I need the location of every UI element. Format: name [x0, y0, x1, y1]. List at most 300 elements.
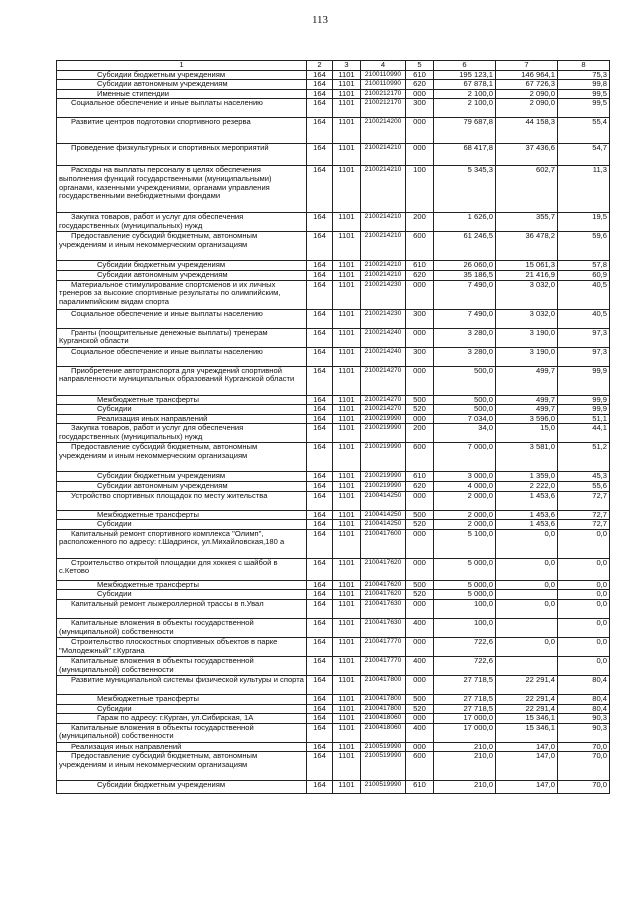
actual-amount-cell: 15 061,3 [496, 261, 558, 271]
actual-amount-cell [496, 590, 558, 600]
expense-type-cell: 520 [406, 704, 434, 714]
target-article-cell: 2100417630 [361, 599, 406, 618]
expense-type-cell: 000 [406, 89, 434, 99]
row-name-cell: Расходы на выплаты персоналу в целях обеспечения выполнения функций государственными (муниципальными) органами, казенными учреждениями, органами управления государственными внебюджетными фондами [57, 166, 307, 213]
expense-type-cell: 000 [406, 366, 434, 395]
execution-percent-cell: 72,7 [558, 510, 610, 520]
actual-amount-cell: 1 453,6 [496, 520, 558, 530]
row-name-cell: Субсидии [57, 704, 307, 714]
actual-amount-cell: 0,0 [496, 637, 558, 656]
section-code-cell: 1101 [333, 424, 361, 443]
row-name-cell: Социальное обеспечение и иные выплаты населению [57, 347, 307, 366]
section-code-cell: 1101 [333, 347, 361, 366]
target-article-cell: 2100214270 [361, 405, 406, 415]
section-code-cell: 1101 [333, 618, 361, 637]
target-article-cell: 2100214270 [361, 395, 406, 405]
target-article-cell: 2100219990 [361, 443, 406, 472]
chapter-code-cell: 164 [307, 694, 333, 704]
expense-type-cell: 500 [406, 510, 434, 520]
table-row [57, 309, 610, 328]
row-name-cell: Межбюджетные трансферты [57, 580, 307, 590]
execution-percent-cell: 99,9 [558, 395, 610, 405]
target-article-cell: 2100417620 [361, 580, 406, 590]
table-row [57, 580, 610, 590]
execution-percent-cell: 0,0 [558, 580, 610, 590]
table-row [57, 213, 610, 232]
chapter-code-cell: 164 [307, 529, 333, 558]
plan-amount-cell: 722,6 [434, 656, 496, 675]
plan-amount-cell: 1 626,0 [434, 213, 496, 232]
plan-amount-cell: 27 718,5 [434, 675, 496, 694]
row-name-cell: Капитальные вложения в объекты государственной (муниципальной) собственности [57, 723, 307, 742]
section-code-cell: 1101 [333, 443, 361, 472]
plan-amount-cell: 67 878,1 [434, 80, 496, 90]
expense-type-cell: 400 [406, 656, 434, 675]
section-code-cell: 1101 [333, 99, 361, 118]
section-code-cell: 1101 [333, 781, 361, 794]
plan-amount-cell: 5 000,0 [434, 558, 496, 580]
actual-amount-cell: 499,7 [496, 395, 558, 405]
target-article-cell: 2100414250 [361, 510, 406, 520]
chapter-code-cell: 164 [307, 637, 333, 656]
section-code-cell: 1101 [333, 414, 361, 424]
chapter-code-cell: 164 [307, 704, 333, 714]
row-name-cell: Проведение физкультурных и спортивных мероприятий [57, 144, 307, 166]
plan-amount-cell: 7 000,0 [434, 443, 496, 472]
table-row [57, 70, 610, 80]
table-row [57, 395, 610, 405]
chapter-code-cell: 164 [307, 366, 333, 395]
section-code-cell: 1101 [333, 723, 361, 742]
section-code-cell: 1101 [333, 270, 361, 280]
actual-amount-cell [496, 656, 558, 675]
actual-amount-cell: 2 090,0 [496, 99, 558, 118]
section-code-cell: 1101 [333, 366, 361, 395]
target-article-cell: 2100519990 [361, 781, 406, 794]
expense-type-cell: 400 [406, 618, 434, 637]
execution-percent-cell: 55,4 [558, 118, 610, 144]
target-article-cell: 2100110990 [361, 80, 406, 90]
row-name-cell: Строительство открытой площадки для хоккея с шайбой в с.Кетово [57, 558, 307, 580]
actual-amount-cell: 3 596,0 [496, 414, 558, 424]
table-row [57, 118, 610, 144]
chapter-code-cell: 164 [307, 723, 333, 742]
actual-amount-cell: 1 359,0 [496, 472, 558, 482]
plan-amount-cell: 3 280,0 [434, 347, 496, 366]
execution-percent-cell: 99,5 [558, 89, 610, 99]
execution-percent-cell: 99,9 [558, 405, 610, 415]
chapter-code-cell: 164 [307, 491, 333, 510]
section-code-cell: 1101 [333, 637, 361, 656]
chapter-code-cell: 164 [307, 270, 333, 280]
page-number: 113 [311, 14, 329, 26]
actual-amount-cell: 22 291,4 [496, 694, 558, 704]
section-code-cell: 1101 [333, 70, 361, 80]
actual-amount-cell: 37 436,6 [496, 144, 558, 166]
table-row [57, 232, 610, 261]
plan-amount-cell: 2 100,0 [434, 99, 496, 118]
row-name-cell: Субсидии бюджетным учреждениям [57, 781, 307, 794]
section-code-cell: 1101 [333, 118, 361, 144]
column-header: 5 [406, 61, 434, 71]
section-code-cell: 1101 [333, 580, 361, 590]
row-name-cell: Межбюджетные трансферты [57, 510, 307, 520]
execution-percent-cell: 97,3 [558, 328, 610, 347]
expense-type-cell: 000 [406, 328, 434, 347]
table-row [57, 144, 610, 166]
target-article-cell: 2100219990 [361, 481, 406, 491]
chapter-code-cell: 164 [307, 261, 333, 271]
section-code-cell: 1101 [333, 405, 361, 415]
plan-amount-cell: 5 000,0 [434, 580, 496, 590]
actual-amount-cell: 0,0 [496, 529, 558, 558]
actual-amount-cell: 602,7 [496, 166, 558, 213]
plan-amount-cell: 17 000,0 [434, 723, 496, 742]
row-name-cell: Устройство спортивных площадок по месту жительства [57, 491, 307, 510]
row-name-cell: Социальное обеспечение и иные выплаты населению [57, 99, 307, 118]
section-code-cell: 1101 [333, 395, 361, 405]
row-name-cell: Реализация иных направлений [57, 414, 307, 424]
chapter-code-cell: 164 [307, 118, 333, 144]
section-code-cell: 1101 [333, 704, 361, 714]
table-row [57, 694, 610, 704]
expense-type-cell: 520 [406, 405, 434, 415]
actual-amount-cell: 1 453,6 [496, 491, 558, 510]
chapter-code-cell: 164 [307, 742, 333, 752]
execution-percent-cell: 0,0 [558, 590, 610, 600]
chapter-code-cell: 164 [307, 599, 333, 618]
execution-percent-cell: 0,0 [558, 529, 610, 558]
row-name-cell: Субсидии автономным учреждениям [57, 270, 307, 280]
actual-amount-cell: 3 032,0 [496, 309, 558, 328]
plan-amount-cell: 2 100,0 [434, 89, 496, 99]
target-article-cell: 2100214230 [361, 280, 406, 309]
target-article-cell: 2100519990 [361, 752, 406, 781]
section-code-cell: 1101 [333, 328, 361, 347]
execution-percent-cell: 72,7 [558, 491, 610, 510]
row-name-cell: Субсидии [57, 590, 307, 600]
expense-type-cell: 500 [406, 694, 434, 704]
table-row [57, 781, 610, 794]
expense-type-cell: 100 [406, 166, 434, 213]
plan-amount-cell: 500,0 [434, 405, 496, 415]
row-name-cell: Предоставление субсидий бюджетным, автономным учреждениям и иным некоммерческим организациям [57, 232, 307, 261]
execution-percent-cell: 80,4 [558, 704, 610, 714]
plan-amount-cell: 4 000,0 [434, 481, 496, 491]
plan-amount-cell: 7 490,0 [434, 309, 496, 328]
row-name-cell: Именные стипендии [57, 89, 307, 99]
chapter-code-cell: 164 [307, 443, 333, 472]
plan-amount-cell: 2 000,0 [434, 491, 496, 510]
chapter-code-cell: 164 [307, 232, 333, 261]
expense-type-cell: 500 [406, 580, 434, 590]
actual-amount-cell: 15 346,1 [496, 714, 558, 724]
expense-type-cell: 200 [406, 213, 434, 232]
table-row [57, 520, 610, 530]
row-name-cell: Предоставление субсидий бюджетным, автономным учреждениям и иным некоммерческим организациям [57, 752, 307, 781]
target-article-cell: 2100214230 [361, 309, 406, 328]
table-row [57, 347, 610, 366]
execution-percent-cell: 54,7 [558, 144, 610, 166]
plan-amount-cell: 3 000,0 [434, 472, 496, 482]
actual-amount-cell: 147,0 [496, 752, 558, 781]
chapter-code-cell: 164 [307, 395, 333, 405]
actual-amount-cell: 3 190,0 [496, 347, 558, 366]
row-name-cell: Капитальные вложения в объекты государственной (муниципальной) собственности [57, 656, 307, 675]
plan-amount-cell: 5 000,0 [434, 590, 496, 600]
row-name-cell: Гранты (поощрительные денежные выплаты) тренерам Курганской области [57, 328, 307, 347]
table-row [57, 723, 610, 742]
execution-percent-cell: 45,3 [558, 472, 610, 482]
expense-type-cell: 610 [406, 472, 434, 482]
expense-type-cell: 620 [406, 481, 434, 491]
plan-amount-cell: 210,0 [434, 752, 496, 781]
execution-percent-cell: 59,6 [558, 232, 610, 261]
chapter-code-cell: 164 [307, 580, 333, 590]
expense-type-cell: 600 [406, 232, 434, 261]
table-row [57, 405, 610, 415]
target-article-cell: 2100214210 [361, 144, 406, 166]
target-article-cell: 2100214240 [361, 347, 406, 366]
row-name-cell: Развитие муниципальной системы физической культуры и спорта [57, 675, 307, 694]
expense-type-cell: 000 [406, 491, 434, 510]
plan-amount-cell: 61 246,5 [434, 232, 496, 261]
table-row [57, 261, 610, 271]
chapter-code-cell: 164 [307, 414, 333, 424]
row-name-cell: Субсидии бюджетным учреждениям [57, 70, 307, 80]
actual-amount-cell: 0,0 [496, 580, 558, 590]
table-row [57, 637, 610, 656]
actual-amount-cell: 36 478,2 [496, 232, 558, 261]
expense-type-cell: 000 [406, 714, 434, 724]
section-code-cell: 1101 [333, 280, 361, 309]
table-row [57, 742, 610, 752]
actual-amount-cell: 15 346,1 [496, 723, 558, 742]
section-code-cell: 1101 [333, 491, 361, 510]
target-article-cell: 2100417770 [361, 637, 406, 656]
actual-amount-cell: 2 090,0 [496, 89, 558, 99]
row-name-cell: Субсидии автономным учреждениям [57, 481, 307, 491]
table-row [57, 424, 610, 443]
plan-amount-cell: 7 490,0 [434, 280, 496, 309]
table-row [57, 481, 610, 491]
table-row [57, 328, 610, 347]
plan-amount-cell: 27 718,5 [434, 704, 496, 714]
target-article-cell: 2100417620 [361, 590, 406, 600]
plan-amount-cell: 2 000,0 [434, 520, 496, 530]
execution-percent-cell: 72,7 [558, 520, 610, 530]
section-code-cell: 1101 [333, 213, 361, 232]
section-code-cell: 1101 [333, 166, 361, 213]
row-name-cell: Приобретение автотранспорта для учреждений спортивной направленности муниципальных образований Курганской области [57, 366, 307, 395]
chapter-code-cell: 164 [307, 618, 333, 637]
target-article-cell: 2100214210 [361, 213, 406, 232]
table-row [57, 752, 610, 781]
expense-type-cell: 000 [406, 675, 434, 694]
table-row [57, 714, 610, 724]
expense-type-cell: 500 [406, 395, 434, 405]
section-code-cell: 1101 [333, 520, 361, 530]
table-row [57, 443, 610, 472]
execution-percent-cell: 70,0 [558, 742, 610, 752]
target-article-cell: 2100219990 [361, 472, 406, 482]
section-code-cell: 1101 [333, 675, 361, 694]
table-row [57, 99, 610, 118]
execution-percent-cell: 90,3 [558, 714, 610, 724]
target-article-cell: 2100214210 [361, 232, 406, 261]
actual-amount-cell: 67 726,3 [496, 80, 558, 90]
target-article-cell: 2100214270 [361, 366, 406, 395]
expense-type-cell: 400 [406, 723, 434, 742]
chapter-code-cell: 164 [307, 280, 333, 309]
chapter-code-cell: 164 [307, 70, 333, 80]
actual-amount-cell: 0,0 [496, 599, 558, 618]
chapter-code-cell: 164 [307, 347, 333, 366]
target-article-cell: 2100110990 [361, 70, 406, 80]
target-article-cell: 2100212170 [361, 99, 406, 118]
section-code-cell: 1101 [333, 529, 361, 558]
plan-amount-cell: 7 034,0 [434, 414, 496, 424]
expense-type-cell: 000 [406, 280, 434, 309]
actual-amount-cell: 3 581,0 [496, 443, 558, 472]
target-article-cell: 2100417770 [361, 656, 406, 675]
chapter-code-cell: 164 [307, 80, 333, 90]
table-row [57, 510, 610, 520]
actual-amount-cell: 21 416,9 [496, 270, 558, 280]
row-name-cell: Субсидии [57, 520, 307, 530]
plan-amount-cell: 17 000,0 [434, 714, 496, 724]
execution-percent-cell: 70,0 [558, 781, 610, 794]
expense-type-cell: 610 [406, 70, 434, 80]
expense-type-cell: 520 [406, 520, 434, 530]
table-row [57, 656, 610, 675]
section-code-cell: 1101 [333, 472, 361, 482]
execution-percent-cell: 19,5 [558, 213, 610, 232]
table-row [57, 414, 610, 424]
chapter-code-cell: 164 [307, 144, 333, 166]
plan-amount-cell: 5 100,0 [434, 529, 496, 558]
execution-percent-cell: 80,4 [558, 675, 610, 694]
expense-type-cell: 620 [406, 270, 434, 280]
table-row [57, 366, 610, 395]
table-row [57, 166, 610, 213]
plan-amount-cell: 26 060,0 [434, 261, 496, 271]
expense-type-cell: 300 [406, 347, 434, 366]
chapter-code-cell: 164 [307, 520, 333, 530]
plan-amount-cell: 79 687,8 [434, 118, 496, 144]
plan-amount-cell: 3 280,0 [434, 328, 496, 347]
target-article-cell: 2100418060 [361, 714, 406, 724]
execution-percent-cell: 80,4 [558, 694, 610, 704]
section-code-cell: 1101 [333, 510, 361, 520]
table-row [57, 618, 610, 637]
chapter-code-cell: 164 [307, 714, 333, 724]
target-article-cell: 2100519990 [361, 742, 406, 752]
row-name-cell: Субсидии бюджетным учреждениям [57, 472, 307, 482]
section-code-cell: 1101 [333, 714, 361, 724]
row-name-cell: Межбюджетные трансферты [57, 395, 307, 405]
execution-percent-cell: 0,0 [558, 599, 610, 618]
execution-percent-cell: 40,5 [558, 309, 610, 328]
row-name-cell: Социальное обеспечение и иные выплаты населению [57, 309, 307, 328]
row-name-cell: Развитие центров подготовки спортивного резерва [57, 118, 307, 144]
chapter-code-cell: 164 [307, 213, 333, 232]
expense-type-cell: 200 [406, 424, 434, 443]
actual-amount-cell: 0,0 [496, 558, 558, 580]
actual-amount-cell: 355,7 [496, 213, 558, 232]
expense-type-cell: 000 [406, 599, 434, 618]
chapter-code-cell: 164 [307, 781, 333, 794]
table-row [57, 529, 610, 558]
chapter-code-cell: 164 [307, 99, 333, 118]
chapter-code-cell: 164 [307, 656, 333, 675]
expense-type-cell: 000 [406, 118, 434, 144]
expense-type-cell: 000 [406, 529, 434, 558]
column-header: 7 [496, 61, 558, 71]
expense-type-cell: 300 [406, 309, 434, 328]
expense-type-cell: 300 [406, 99, 434, 118]
execution-percent-cell: 70,0 [558, 752, 610, 781]
row-name-cell: Межбюджетные трансферты [57, 694, 307, 704]
chapter-code-cell: 164 [307, 752, 333, 781]
plan-amount-cell: 195 123,1 [434, 70, 496, 80]
expense-type-cell: 610 [406, 261, 434, 271]
target-article-cell: 2100414250 [361, 491, 406, 510]
actual-amount-cell: 15,0 [496, 424, 558, 443]
plan-amount-cell: 500,0 [434, 395, 496, 405]
expense-type-cell: 000 [406, 558, 434, 580]
actual-amount-cell: 147,0 [496, 742, 558, 752]
expense-type-cell: 600 [406, 752, 434, 781]
section-code-cell: 1101 [333, 558, 361, 580]
plan-amount-cell: 210,0 [434, 742, 496, 752]
plan-amount-cell: 100,0 [434, 599, 496, 618]
execution-percent-cell: 0,0 [558, 558, 610, 580]
plan-amount-cell: 722,6 [434, 637, 496, 656]
expense-type-cell: 520 [406, 590, 434, 600]
actual-amount-cell: 3 190,0 [496, 328, 558, 347]
chapter-code-cell: 164 [307, 89, 333, 99]
section-code-cell: 1101 [333, 694, 361, 704]
section-code-cell: 1101 [333, 144, 361, 166]
section-code-cell: 1101 [333, 599, 361, 618]
expense-type-cell: 000 [406, 414, 434, 424]
row-name-cell: Субсидии автономным учреждениям [57, 80, 307, 90]
actual-amount-cell: 22 291,4 [496, 704, 558, 714]
plan-amount-cell: 100,0 [434, 618, 496, 637]
table-row [57, 472, 610, 482]
row-name-cell: Закупка товаров, работ и услуг для обеспечения государственных (муниципальных) нужд [57, 424, 307, 443]
plan-amount-cell: 2 000,0 [434, 510, 496, 520]
execution-percent-cell: 99,9 [558, 366, 610, 395]
section-code-cell: 1101 [333, 752, 361, 781]
table-row [57, 89, 610, 99]
table-row [57, 491, 610, 510]
budget-table [56, 60, 610, 794]
column-header: 6 [434, 61, 496, 71]
execution-percent-cell: 55,6 [558, 481, 610, 491]
execution-percent-cell: 0,0 [558, 618, 610, 637]
table-row [57, 675, 610, 694]
target-article-cell: 2100214240 [361, 328, 406, 347]
actual-amount-cell: 22 291,4 [496, 675, 558, 694]
chapter-code-cell: 164 [307, 590, 333, 600]
expense-type-cell: 620 [406, 80, 434, 90]
execution-percent-cell: 51,1 [558, 414, 610, 424]
chapter-code-cell: 164 [307, 558, 333, 580]
row-name-cell: Реализация иных направлений [57, 742, 307, 752]
section-code-cell: 1101 [333, 80, 361, 90]
